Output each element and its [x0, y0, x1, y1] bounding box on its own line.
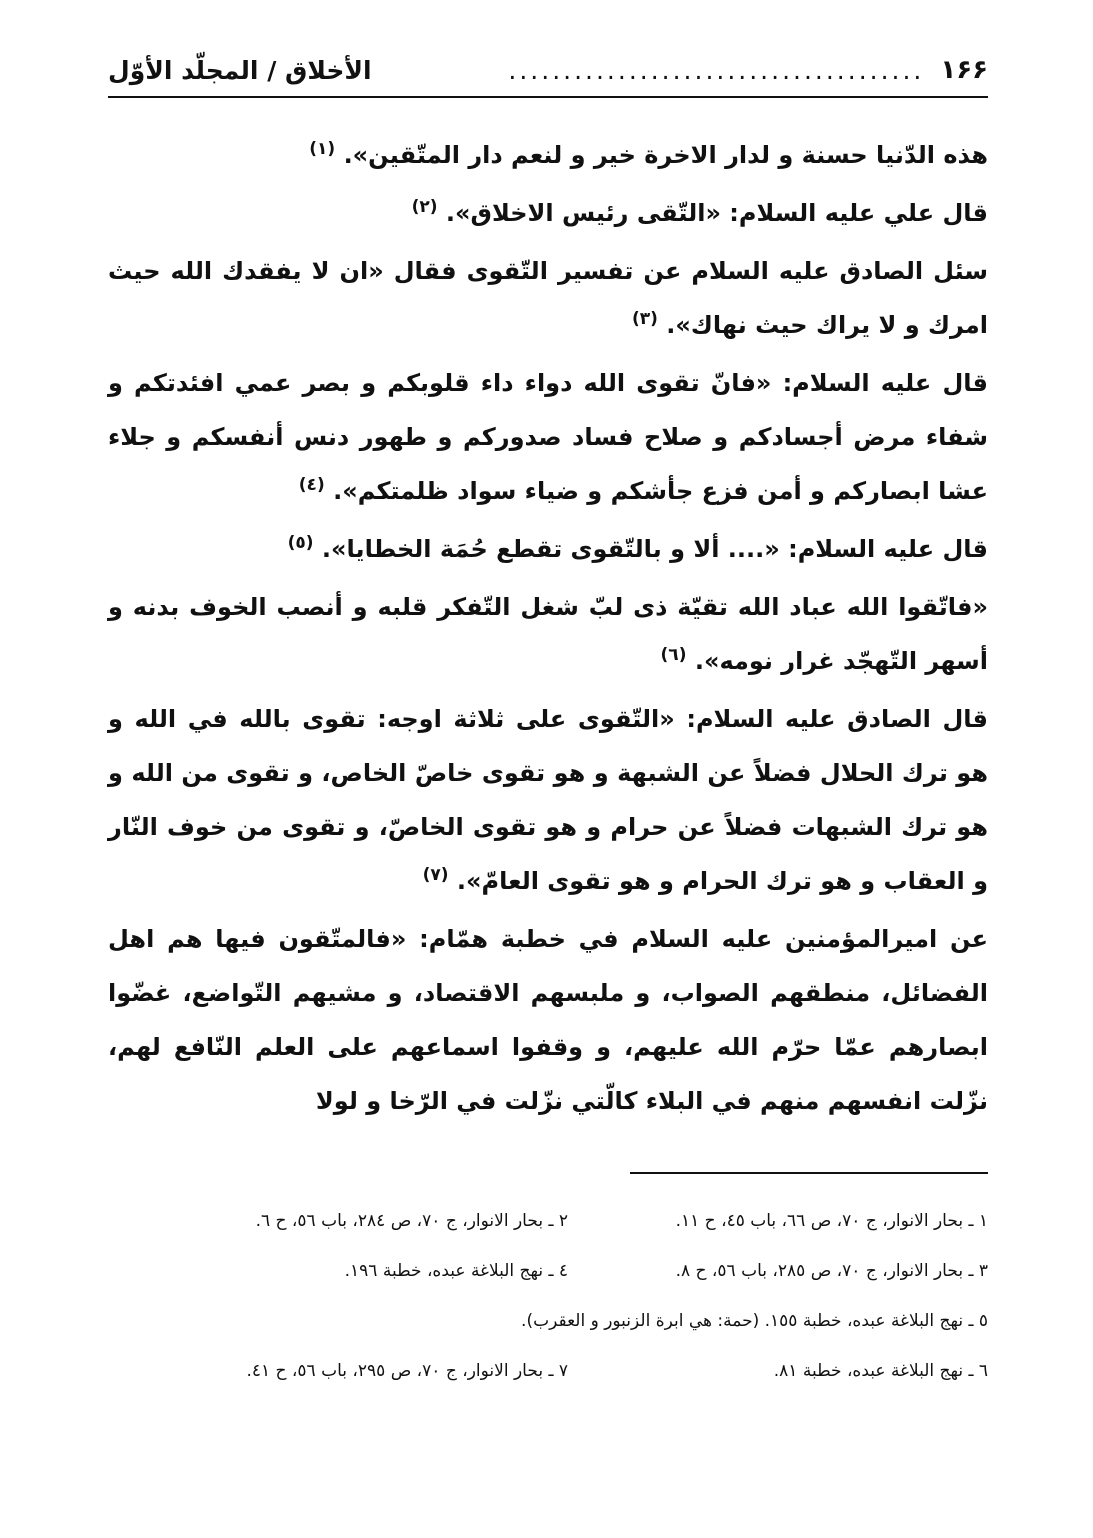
paragraph: عن اميرالمؤمنين عليه السلام في خطبة همّام: «فالمتّقون فيها هم اهل الفضائل، منطقهم الصواب، و ملبسهم الاقتصاد، و مشيهم التّواضع، غضّوا ابصارهم عمّا حرّم الله عليهم، و وقفوا اسماعهم على العلم النّافع لهم، نزّلت انفسهم منهم في البلاء كالّتي نزّلت في الرّخا و لولا	[108, 925, 988, 1115]
running-title: الأخلاق / المجلّد الأوّل	[108, 55, 372, 85]
footnote: ٦ ـ نهج البلاغة عبده، خطبة ٨١.	[773, 1361, 988, 1381]
footnote-row	[108, 1346, 988, 1396]
footnote: ٥ ـ نهج البلاغة عبده، خطبة ١٥٥. (حمة: هي ابرة الزنبور و العقرب).	[521, 1311, 988, 1331]
page-number: ١۶۶	[940, 55, 988, 85]
footnote-ref: (٦)	[660, 645, 687, 665]
dot-leader: ......................................	[508, 55, 925, 85]
footnote-ref: (٥)	[287, 533, 314, 553]
footnote-ref: (٤)	[298, 475, 325, 495]
header-rule	[108, 96, 988, 98]
footnote: ٢ ـ بحار الانوار، ج ٧٠، ص ٢٨٤، باب ٥٦، ح ٦.	[255, 1211, 568, 1231]
paragraph: قال الصادق عليه السلام: «التّقوى على ثلاثة اوجه: تقوى بالله في الله و هو ترك الحلال فضلاً عن الشبهة و هو تقوى خاصّ الخاص، و تقوى من الله و هو ترك الشبهات فضلاً عن حرام و هو تقوى الخاصّ، و تقوى من خوف النّار و العقاب و هو ترك الحرام و هو تقوى العامّ». $^{(٧)}$	[108, 705, 988, 895]
footnote-ref: (٣)	[631, 309, 658, 329]
footnote-rule	[630, 1172, 988, 1174]
footnote: ١ ـ بحار الانوار، ج ٧٠، ص ٦٦، باب ٤٥، ح ١١.	[675, 1211, 988, 1231]
footnote-row	[108, 1196, 988, 1246]
footnote-ref: (١)	[309, 139, 336, 159]
paragraph: قال عليه السلام: «فانّ تقوى الله دواء داء قلوبكم و بصر عمي افئدتكم و شفاء مرض أجسادكم و صلاح فساد صدوركم و طهور دنس أنفسكم و جلاء عشا ابصاركم و أمن فزع جأشكم و ضياء سواد ظلمتكم». $^{(٤)}$	[108, 369, 988, 505]
footnote-ref: (٢)	[411, 197, 438, 217]
footnote-ref: (٧)	[422, 865, 449, 885]
footnote-row	[108, 1246, 988, 1296]
paragraph: سئل الصادق عليه السلام عن تفسير التّقوى فقال «ان لا يفقدك الله حيث امرك و لا يراك حيث نهاك». $^{(٣)}$	[108, 257, 988, 339]
paragraph: «فاتّقوا الله عباد الله تقيّة ذى لبّ شغل التّفكر قلبه و أنصب الخوف بدنه و أسهر التّهجّد غرار نومه». $^{(٦)}$	[108, 593, 988, 675]
footnote-row	[108, 1296, 988, 1346]
footnote: ٤ ـ نهج البلاغة عبده، خطبة ١٩٦.	[344, 1261, 568, 1281]
footnote: ٣ ـ بحار الانوار، ج ٧٠، ص ٢٨٥، باب ٥٦، ح ٨.	[675, 1261, 988, 1281]
paragraph: هذه الدّنيا حسنة و لدار الاخرة خير و لنعم دار المتّقين». $^{(١)}$	[309, 139, 988, 169]
paragraph: قال عليه السلام: «.... ألا و بالتّقوى تقطع حُمَة الخطايا». $^{(٥)}$	[287, 533, 988, 563]
running-header	[108, 48, 988, 92]
main-text	[108, 128, 988, 1132]
footnotes	[108, 1196, 988, 1396]
footnote: ٧ ـ بحار الانوار، ج ٧٠، ص ٢٩٥، باب ٥٦، ح ٤١.	[246, 1361, 568, 1381]
paragraph: قال علي عليه السلام: «التّقى رئيس الاخلاق». $^{(٢)}$	[411, 197, 988, 227]
